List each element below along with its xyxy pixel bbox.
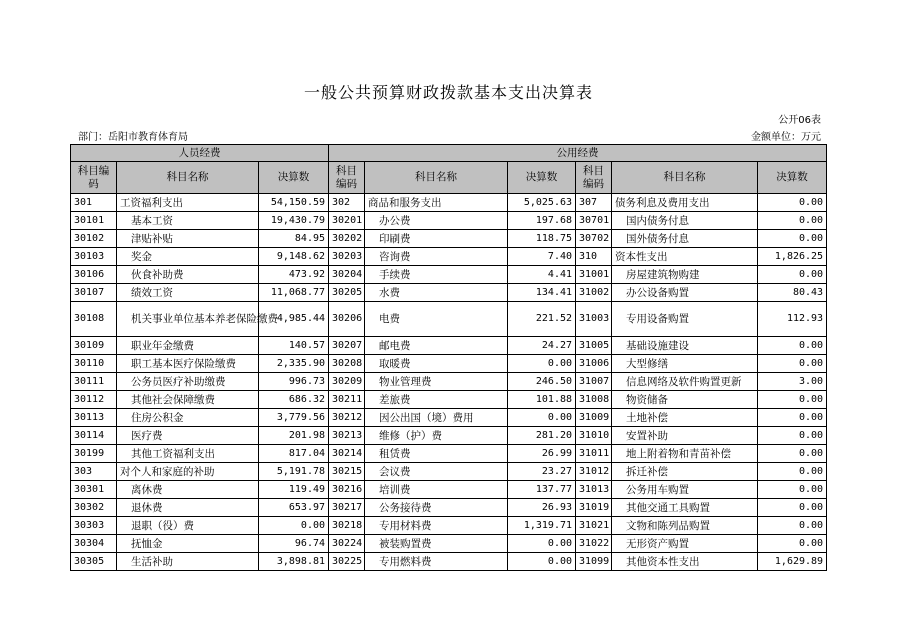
expenditure-table: [70, 144, 827, 571]
name-cell: 土地补偿: [612, 409, 758, 427]
amount-cell: 134.41: [508, 284, 576, 302]
table-row: [71, 391, 827, 409]
amount-cell: 0.00: [758, 463, 827, 481]
code-cell: 31099: [576, 553, 612, 571]
name-cell: 债务利息及费用支出: [612, 194, 758, 212]
amount-cell: 9,148.62: [259, 248, 329, 266]
code-cell: 31005: [576, 337, 612, 355]
amount-cell: 996.73: [259, 373, 329, 391]
amount-cell: 5,191.78: [259, 463, 329, 481]
table-row: [71, 302, 827, 337]
code-cell: 30106: [71, 266, 117, 284]
name-cell: 基本工资: [117, 212, 259, 230]
code-cell: 31022: [576, 535, 612, 553]
name-cell: 奖金: [117, 248, 259, 266]
amount-cell: 84.95: [259, 230, 329, 248]
table-row: [71, 535, 827, 553]
table-row: [71, 463, 827, 481]
code-cell: 30218: [329, 517, 365, 535]
name-cell: 国内债务付息: [612, 212, 758, 230]
code-cell: 30303: [71, 517, 117, 535]
code-cell: 30109: [71, 337, 117, 355]
code-cell: 30199: [71, 445, 117, 463]
code-cell: 30209: [329, 373, 365, 391]
name-cell: 大型修缮: [612, 355, 758, 373]
name-cell: 其他社会保障缴费: [117, 391, 259, 409]
column-header-amount: 决算数: [259, 162, 329, 194]
table-number: 公开06表: [778, 115, 821, 126]
name-cell: 国外债务付息: [612, 230, 758, 248]
amount-cell: 24.27: [508, 337, 576, 355]
name-cell: 地上附着物和青苗补偿: [612, 445, 758, 463]
name-cell: 抚恤金: [117, 535, 259, 553]
name-cell: 资本性支出: [612, 248, 758, 266]
amount-cell: 0.00: [758, 355, 827, 373]
amount-cell: 197.68: [508, 212, 576, 230]
amount-cell: 0.00: [758, 212, 827, 230]
amount-cell: 2,335.90: [259, 355, 329, 373]
code-cell: 30224: [329, 535, 365, 553]
column-header-name: 科目名称: [612, 162, 758, 194]
amount-cell: 3,779.56: [259, 409, 329, 427]
name-cell: 电费: [365, 302, 508, 337]
table-row: [71, 230, 827, 248]
name-cell: 公务用车购置: [612, 481, 758, 499]
name-cell: 物业管理费: [365, 373, 508, 391]
code-cell: 30103: [71, 248, 117, 266]
unit-label: 金额单位：万元: [751, 132, 821, 143]
code-cell: 31009: [576, 409, 612, 427]
code-cell: 31001: [576, 266, 612, 284]
code-cell: 30206: [329, 302, 365, 337]
name-cell: 无形资产购置: [612, 535, 758, 553]
amount-cell: 0.00: [758, 427, 827, 445]
name-cell: 租赁费: [365, 445, 508, 463]
amount-cell: 1,629.89: [758, 553, 827, 571]
amount-cell: 0.00: [508, 409, 576, 427]
table-row: [71, 194, 827, 212]
table-row: [71, 499, 827, 517]
code-cell: 31019: [576, 499, 612, 517]
code-cell: 31008: [576, 391, 612, 409]
amount-cell: 221.52: [508, 302, 576, 337]
code-cell: 30205: [329, 284, 365, 302]
amount-cell: 112.93: [758, 302, 827, 337]
code-cell: 301: [71, 194, 117, 212]
name-cell: 公务员医疗补助缴费: [117, 373, 259, 391]
page-title: 一般公共预算财政拨款基本支出决算表: [303, 83, 593, 102]
code-cell: 30203: [329, 248, 365, 266]
amount-cell: 140.57: [259, 337, 329, 355]
table-row: [71, 427, 827, 445]
name-cell: 住房公积金: [117, 409, 259, 427]
code-cell: 30702: [576, 230, 612, 248]
amount-cell: 473.92: [259, 266, 329, 284]
name-cell: 基础设施建设: [612, 337, 758, 355]
name-cell: 咨询费: [365, 248, 508, 266]
code-cell: 31003: [576, 302, 612, 337]
amount-cell: 11,068.77: [259, 284, 329, 302]
name-cell: 邮电费: [365, 337, 508, 355]
code-cell: 30111: [71, 373, 117, 391]
amount-cell: 19,430.79: [259, 212, 329, 230]
name-cell: 物资储备: [612, 391, 758, 409]
name-cell: 手续费: [365, 266, 508, 284]
name-cell: 职工基本医疗保险缴费: [117, 355, 259, 373]
amount-cell: 7.40: [508, 248, 576, 266]
column-header-amount: 决算数: [758, 162, 827, 194]
code-cell: 31002: [576, 284, 612, 302]
amount-cell: 0.00: [758, 445, 827, 463]
amount-cell: 5,025.63: [508, 194, 576, 212]
column-header-name: 科目名称: [365, 162, 508, 194]
code-cell: 30214: [329, 445, 365, 463]
amount-cell: 0.00: [758, 535, 827, 553]
name-cell: 生活补助: [117, 553, 259, 571]
amount-cell: 3.00: [758, 373, 827, 391]
name-cell: 其他资本性支出: [612, 553, 758, 571]
code-cell: 30213: [329, 427, 365, 445]
amount-cell: 0.00: [758, 481, 827, 499]
name-cell: 绩效工资: [117, 284, 259, 302]
code-cell: 31012: [576, 463, 612, 481]
name-cell: 信息网络及软件购置更新: [612, 373, 758, 391]
code-cell: 30112: [71, 391, 117, 409]
amount-cell: 0.00: [758, 266, 827, 284]
amount-cell: 281.20: [508, 427, 576, 445]
amount-cell: 26.99: [508, 445, 576, 463]
code-cell: 310: [576, 248, 612, 266]
name-cell: 维修（护）费: [365, 427, 508, 445]
amount-cell: 0.00: [758, 194, 827, 212]
code-cell: 307: [576, 194, 612, 212]
code-cell: 30301: [71, 481, 117, 499]
name-cell: 其他交通工具购置: [612, 499, 758, 517]
code-cell: 30302: [71, 499, 117, 517]
amount-cell: 0.00: [758, 391, 827, 409]
table-row: [71, 266, 827, 284]
amount-cell: 118.75: [508, 230, 576, 248]
amount-cell: 0.00: [758, 409, 827, 427]
code-cell: 31011: [576, 445, 612, 463]
code-cell: 30108: [71, 302, 117, 337]
name-cell: 房屋建筑物购建: [612, 266, 758, 284]
code-cell: 31006: [576, 355, 612, 373]
table-row: [71, 553, 827, 571]
name-cell: 津贴补贴: [117, 230, 259, 248]
amount-cell: 817.04: [259, 445, 329, 463]
amount-cell: 96.74: [259, 535, 329, 553]
amount-cell: 0.00: [508, 535, 576, 553]
code-cell: 30305: [71, 553, 117, 571]
amount-cell: 201.98: [259, 427, 329, 445]
code-cell: 30114: [71, 427, 117, 445]
name-cell: 专用材料费: [365, 517, 508, 535]
name-cell: 职业年金缴费: [117, 337, 259, 355]
code-cell: 30701: [576, 212, 612, 230]
amount-cell: 26.93: [508, 499, 576, 517]
code-cell: 30215: [329, 463, 365, 481]
code-cell: 31021: [576, 517, 612, 535]
table-row: [71, 355, 827, 373]
table-row: [71, 284, 827, 302]
name-cell: 安置补助: [612, 427, 758, 445]
amount-cell: 686.32: [259, 391, 329, 409]
name-cell: 因公出国（境）费用: [365, 409, 508, 427]
amount-cell: 653.97: [259, 499, 329, 517]
code-cell: 31007: [576, 373, 612, 391]
name-cell: 办公费: [365, 212, 508, 230]
code-cell: 30217: [329, 499, 365, 517]
name-cell: 工资福利支出: [117, 194, 259, 212]
amount-cell: 3,898.81: [259, 553, 329, 571]
code-cell: 30216: [329, 481, 365, 499]
amount-cell: 1,319.71: [508, 517, 576, 535]
name-cell: 专用设备购置: [612, 302, 758, 337]
name-cell: 对个人和家庭的补助: [117, 463, 259, 481]
code-cell: 30107: [71, 284, 117, 302]
name-cell: 专用燃料费: [365, 553, 508, 571]
name-cell: 机关事业单位基本养老保险缴费: [117, 302, 259, 337]
code-cell: 303: [71, 463, 117, 481]
amount-cell: 246.50: [508, 373, 576, 391]
name-cell: 被装购置费: [365, 535, 508, 553]
table-body: [71, 194, 827, 571]
code-cell: 30211: [329, 391, 365, 409]
amount-cell: 4,985.44: [259, 302, 329, 337]
name-cell: 离休费: [117, 481, 259, 499]
name-cell: 伙食补助费: [117, 266, 259, 284]
code-cell: 30204: [329, 266, 365, 284]
department-label: 部门：岳阳市教育体育局: [78, 132, 188, 143]
name-cell: 公务接待费: [365, 499, 508, 517]
group-header-personnel: 人员经费: [71, 145, 329, 162]
name-cell: 办公设备购置: [612, 284, 758, 302]
name-cell: 商品和服务支出: [365, 194, 508, 212]
amount-cell: 0.00: [758, 517, 827, 535]
amount-cell: 0.00: [758, 499, 827, 517]
code-cell: 30225: [329, 553, 365, 571]
table-row: [71, 373, 827, 391]
table-row: [71, 445, 827, 463]
amount-cell: 101.88: [508, 391, 576, 409]
code-cell: 30212: [329, 409, 365, 427]
name-cell: 培训费: [365, 481, 508, 499]
amount-cell: 0.00: [508, 355, 576, 373]
table-row: [71, 212, 827, 230]
amount-cell: 54,150.59: [259, 194, 329, 212]
amount-cell: 4.41: [508, 266, 576, 284]
name-cell: 其他工资福利支出: [117, 445, 259, 463]
amount-cell: 0.00: [758, 337, 827, 355]
table-row: [71, 517, 827, 535]
column-header-code: 科目编码: [329, 162, 365, 194]
name-cell: 医疗费: [117, 427, 259, 445]
name-cell: 取暖费: [365, 355, 508, 373]
name-cell: 退职（役）费: [117, 517, 259, 535]
table-row: [71, 481, 827, 499]
table-row: [71, 337, 827, 355]
name-cell: 退休费: [117, 499, 259, 517]
code-cell: 31010: [576, 427, 612, 445]
group-header-public: 公用经费: [329, 145, 827, 162]
code-cell: 30202: [329, 230, 365, 248]
amount-cell: 0.00: [758, 230, 827, 248]
name-cell: 水费: [365, 284, 508, 302]
amount-cell: 0.00: [508, 553, 576, 571]
code-cell: 30304: [71, 535, 117, 553]
code-cell: 30110: [71, 355, 117, 373]
table-row: [71, 248, 827, 266]
name-cell: 拆迁补偿: [612, 463, 758, 481]
column-header-name: 科目名称: [117, 162, 259, 194]
column-header-code: 科目编码: [71, 162, 117, 194]
table-row: [71, 409, 827, 427]
name-cell: 文物和陈列品购置: [612, 517, 758, 535]
column-header-code: 科目编码: [576, 162, 612, 194]
column-header-amount: 决算数: [508, 162, 576, 194]
code-cell: 30208: [329, 355, 365, 373]
code-cell: 302: [329, 194, 365, 212]
amount-cell: 1,826.25: [758, 248, 827, 266]
name-cell: 差旅费: [365, 391, 508, 409]
code-cell: 30113: [71, 409, 117, 427]
amount-cell: 119.49: [259, 481, 329, 499]
amount-cell: 137.77: [508, 481, 576, 499]
amount-cell: 0.00: [259, 517, 329, 535]
code-cell: 30101: [71, 212, 117, 230]
name-cell: 会议费: [365, 463, 508, 481]
amount-cell: 23.27: [508, 463, 576, 481]
amount-cell: 80.43: [758, 284, 827, 302]
code-cell: 30102: [71, 230, 117, 248]
name-cell: 印刷费: [365, 230, 508, 248]
code-cell: 30207: [329, 337, 365, 355]
code-cell: 30201: [329, 212, 365, 230]
code-cell: 31013: [576, 481, 612, 499]
